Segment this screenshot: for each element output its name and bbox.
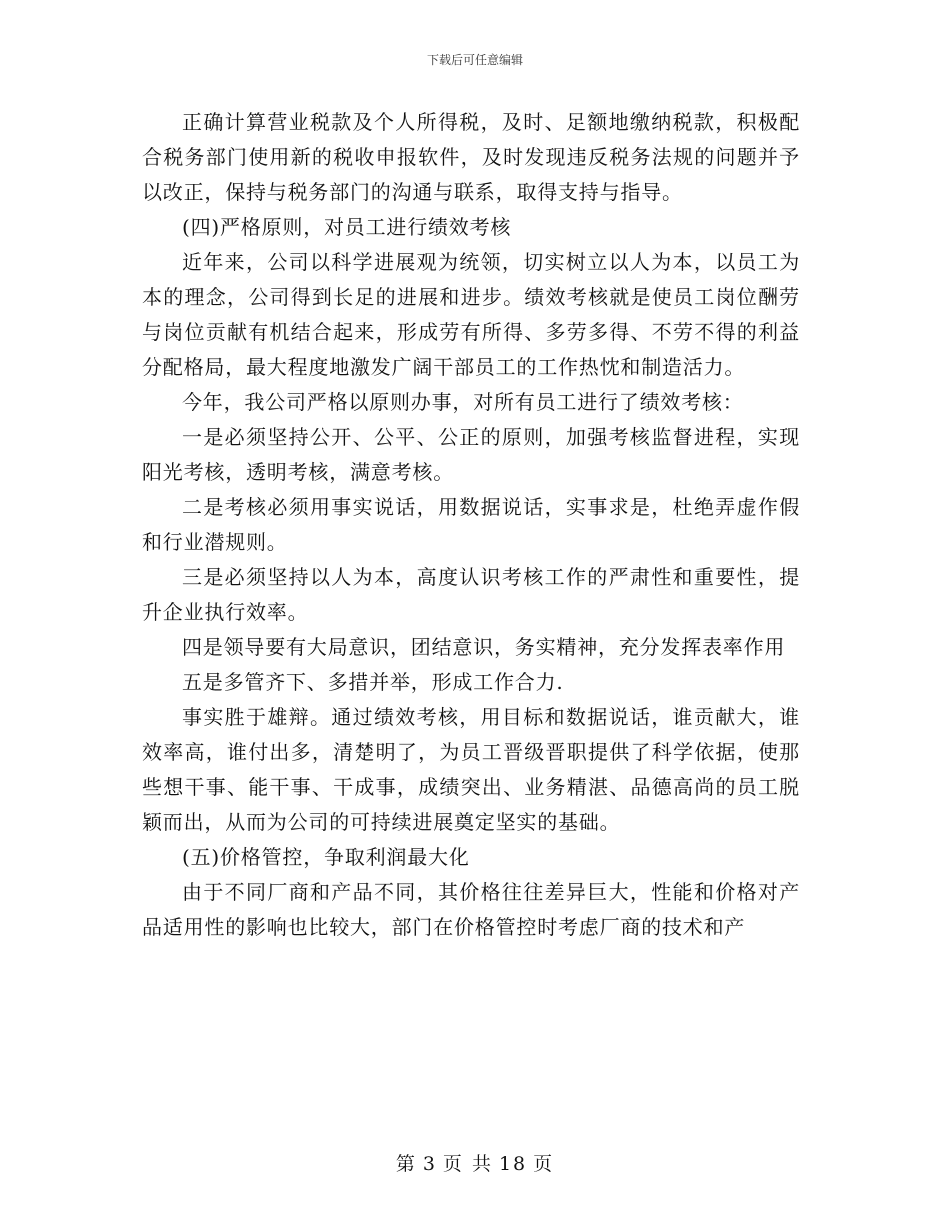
paragraph-tax: 正确计算营业税款及个人所得税，及时、足额地缴纳税款，积极配合税务部门使用新的税收申报软件，及时发现违反税务法规的问题并予以改正，保持与税务部门的沟通与联系，取得支持与指导。 [142,110,800,204]
paragraph-price-control: 由于不同厂商和产品不同，其价格往往差异巨大，性能和价格对产品适用性的影响也比较大，部门在价格管控时考虑厂商的技术和产 [142,880,800,939]
paragraph-point-1: 一是必须坚持公开、公平、公正的原则，加强考核监督进程，实现阳光考核，透明考核，满意考核。 [142,425,800,484]
paragraph-performance-intro: 近年来，公司以科学进展观为统领，切实树立以人为本，以员工为本的理念，公司得到长足的进展和进步。绩效考核就是使员工岗位酬劳与岗位贡献有机结合起来，形成劳有所得、多劳多得、不劳不得的利益分配格局，最大程度地激发广阔干部员工的工作热忱和制造活力。 [142,250,800,379]
page-prefix: 第 [395,1153,417,1175]
total-page-number: 18 [498,1153,528,1175]
document-body [142,105,800,945]
paragraph-conclusion: 事实胜于雄辩。通过绩效考核，用目标和数据说话，谁贡献大，谁效率高，谁付出多，清楚明了，为员工晋级晋职提供了科学依据，使那些想干事、能干事、干成事，成绩突出、业务精湛、品德高尚的员工脱颖而出，从而为公司的可持续进展奠定坚实的基础。 [142,705,800,834]
paragraph-point-4: 四是领导要有大局意识，团结意识，务实精神，充分发挥表率作用 [182,635,786,659]
section-heading-4: (四)严格原则，对员工进行绩效考核 [182,215,512,239]
paragraph-point-2: 二是考核必须用事实说话，用数据说话，实事求是，杜绝弄虚作假和行业潜规则。 [142,495,800,554]
page-middle: 页 共 [442,1153,493,1175]
page-footer [0,1151,950,1177]
paragraph-assessment-summary: 今年，我公司严格以原则办事，对所有员工进行了绩效考核： [182,390,744,414]
paragraph-point-3: 三是必须坚持以人为本，高度认识考核工作的严肃性和重要性，提升企业执行效率。 [142,565,800,624]
page-suffix: 页 [533,1153,555,1175]
current-page-number: 3 [422,1153,437,1175]
page-header: 下载后可任意编辑 [426,53,523,67]
paragraph-point-5: 五是多管齐下、多措并举，形成工作合力. [182,670,564,694]
section-heading-5: (五)价格管控，争取利润最大化 [182,845,470,869]
